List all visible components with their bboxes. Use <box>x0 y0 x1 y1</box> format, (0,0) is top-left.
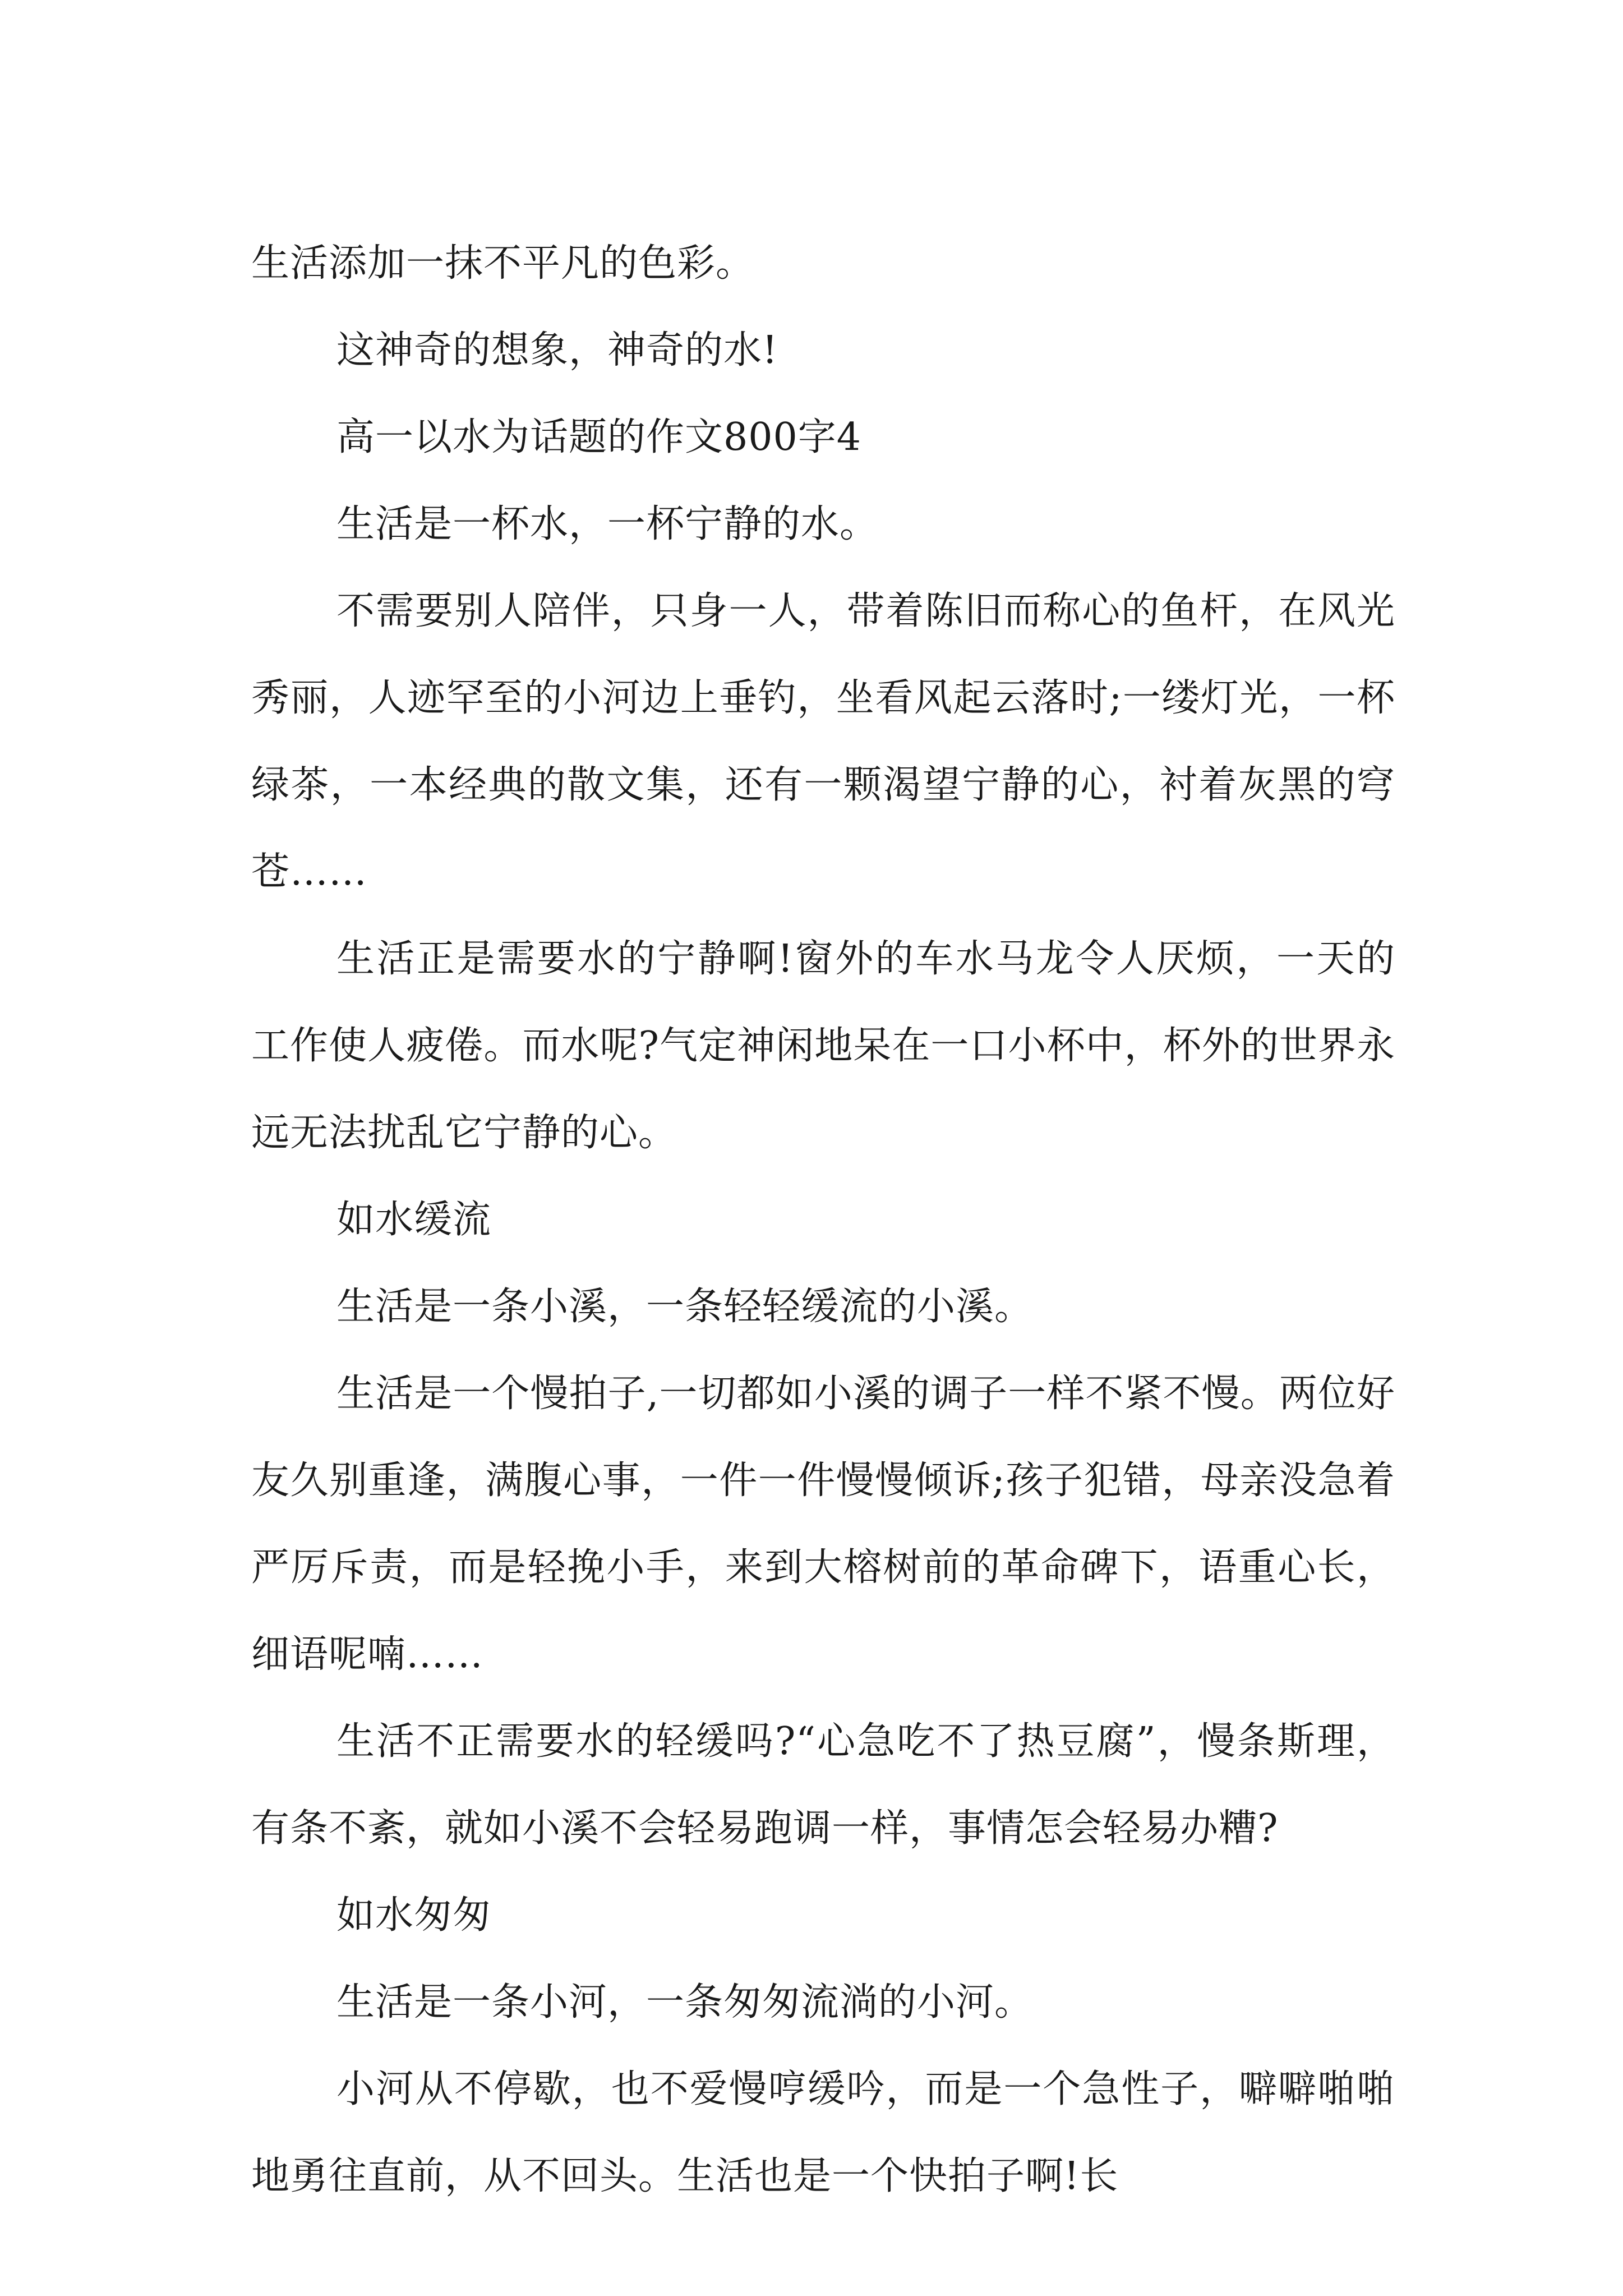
paragraph: 这神奇的想象，神奇的水! <box>336 328 778 372</box>
paragraph: 生活是一条小河，一条匆匆流淌的小河。 <box>336 1980 1034 2024</box>
paragraph: 生活是一个慢拍子,一切都如小溪的调子一样不紧不慢。两位好友久别重逢，满腹心事，一件一件慢慢倾诉;孩子犯错，母亲没急着严厉斥责，而是轻挽小手，来到大榕树前的革命碑下，语重心长，细语呢喃…… <box>251 1372 1395 1677</box>
subheading: 如水匆匆 <box>336 1893 492 1938</box>
paragraph: 小河从不停歇，也不爱慢哼缓吟，而是一个急性子，噼噼啪啪地勇往直前，从不回头。生活也是一个快拍子啊!长 <box>251 2067 1395 2198</box>
paragraph: 生活正是需要水的宁静啊!窗外的车水马龙令人厌烦，一天的工作使人疲倦。而水呢?气定神闲地呆在一口小杯中，杯外的世界永远无法扰乱它宁静的心。 <box>251 937 1396 1155</box>
section-heading: 高一以水为话题的作文800字4 <box>336 415 862 459</box>
paragraph: 生活是一条小溪，一条轻轻缓流的小溪。 <box>336 1285 1034 1329</box>
document-body <box>251 220 1395 2220</box>
paragraph: 生活不正需要水的轻缓吗?“心急吃不了热豆腐”，慢条斯理，有条不紊，就如小溪不会轻易跑调一样，事情怎会轻易办糟? <box>251 1719 1395 1851</box>
paragraph: 生活添加一抹不平凡的色彩。 <box>251 241 755 286</box>
subheading: 如水缓流 <box>336 1198 492 1242</box>
paragraph: 不需要别人陪伴，只身一人，带着陈旧而称心的鱼杆，在风光秀丽，人迹罕至的小河边上垂钓，坐看风起云落时;一缕灯光，一杯绿茶，一本经典的散文集，还有一颗渴望宁静的心，衬着灰黑的穹苍…… <box>251 589 1395 894</box>
paragraph: 生活是一杯水，一杯宁静的水。 <box>336 502 879 546</box>
